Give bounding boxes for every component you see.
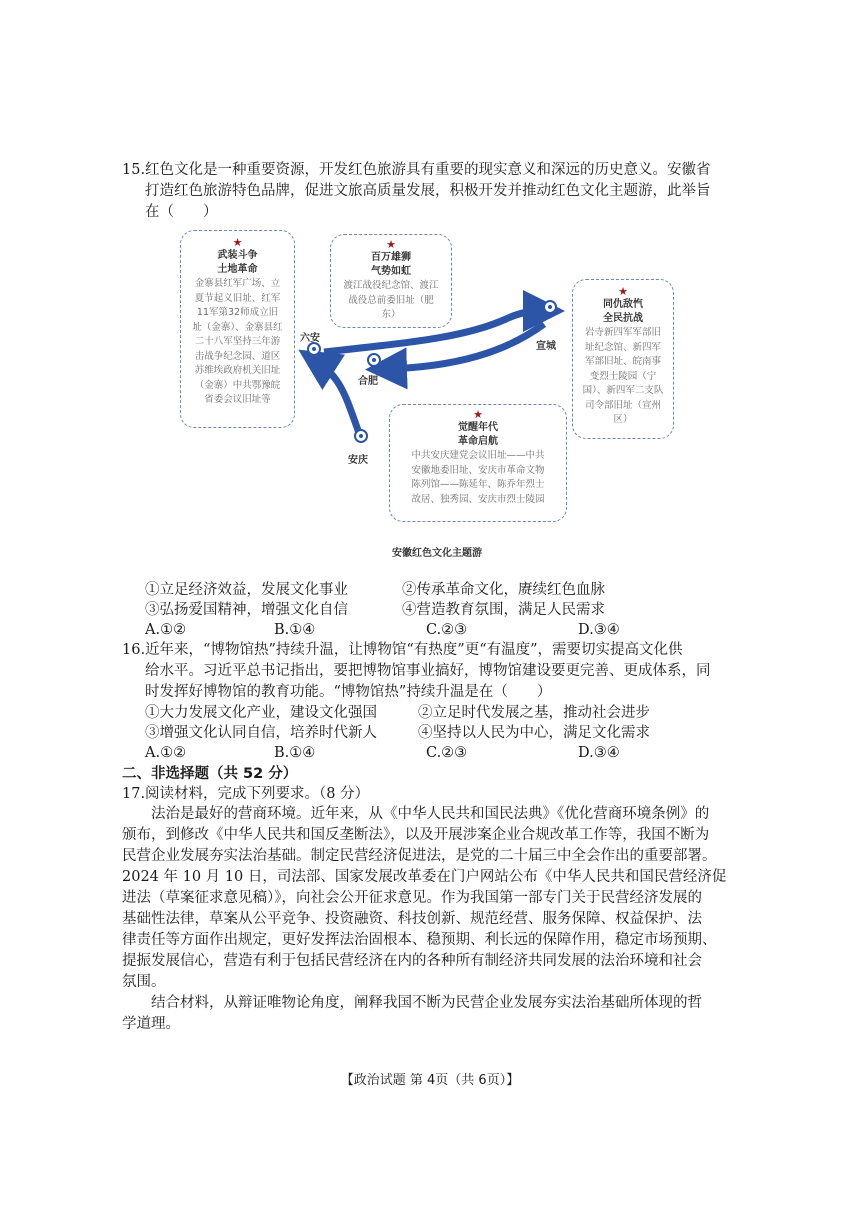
box-text: 陈列馆——陈延年、陈乔年烈士 [411,479,545,490]
q16-choice-a[interactable]: A.①② [145,745,187,761]
box-text: 岩寺新四军军部旧 [584,327,661,338]
box-text: 二十八军坚持三年游 [194,336,281,347]
box-land-revolution [180,230,295,428]
q16-line-2: 给水平。习近平总书记指出，要把博物馆事业搞好，博物馆建设要更完善、更成体系，同 [145,663,711,679]
box-title: 土地革命 [217,264,258,275]
box-text: 军部旧址、皖南事 [584,356,661,367]
section-heading: 二、非选择题（共 52 分） [122,766,298,782]
anhui-red-tour-map [176,227,684,567]
box-awakening-era [389,404,567,522]
arrow-anqing-luan [316,361,359,433]
box-text: 战役总前委旧址（肥 [348,294,434,306]
box-anti-japanese [572,279,674,439]
box-text: 址（金寨）、金寨县红 [192,321,283,333]
box-text: 夏节起义旧址、红军 [194,292,281,304]
q17-intro: 17.阅读材料，完成下列要求。（8 分） [122,786,370,802]
page-footer: 【政治试题 第 4页（共 6页）】 [340,1073,520,1088]
q15-choice-d[interactable]: D.③④ [578,622,620,638]
q15-line-3: 在（ ） [145,204,218,220]
city-xuancheng: 宣城 [536,341,556,352]
q16-statement-1: ①大力发展文化产业，建设文化强国 [145,705,377,721]
q15-line-2: 打造红色旅游特色品牌，促进文旅高质量发展，积极开发并推动红色文化主题游，此举旨 [145,183,711,199]
box-crossing-river [330,234,452,328]
q17-material-line: 法治是最好的营商环境。近年来，从《中华人民共和国民法典》《优化营商环境条例》的 [122,806,710,822]
box-text: （金寨）中共鄂豫皖 [194,379,281,391]
box-text: 中共安庆建党会议旧址——中共 [411,450,545,461]
q17-task-line: 结合材料，从辩证唯物论角度，阐释我国不断为民营企业发展夯实法治基础所体现的哲 [122,995,702,1011]
city-hefei: 合肥 [358,376,378,387]
box-text: 金寨县红军广场、立 [194,278,281,289]
box-text: 安徽地委旧址、安庆市革命文物 [411,464,545,476]
box-text: 击战争纪念园、道区 [194,350,281,362]
box-title: 觉醒年代 [458,422,498,433]
q15-choice-c[interactable]: C.②③ [426,622,468,638]
pin-luan-icon [308,343,320,355]
q15-statement-4: ④营造教育氛围，满足人民需求 [402,602,605,618]
q17-material-line: 民营企业发展夯实法治基础。制定民营经济促进法，是党的二十届三中全会作出的重要部署。 [122,848,717,864]
q15-choice-b[interactable]: B.①④ [274,622,316,638]
q16-statement-4: ④坚持以人民为中心，满足文化需求 [418,725,650,741]
red-star-icon: ★ [232,236,243,249]
q15-line-1: 15.红色文化是一种重要资源，开发红色旅游具有重要的现实意义和深远的历史意义。安徽省 [122,162,711,178]
q16-choice-d[interactable]: D.③④ [578,745,620,761]
q16-line-3: 时发挥好博物馆的教育功能。“博物馆热”持续升温是在（ ） [145,684,552,700]
red-star-icon: ★ [473,408,483,421]
q17-task-line: 学道理。 [122,1016,180,1032]
q17-material-line: 提振发展信心，营造有利于包括民营经济在内的各种所有制经济共同发展的法治环境和社会 [122,953,702,969]
box-title: 武装斗争 [217,250,258,261]
q16-statement-2: ②立足时代发展之基，推动社会进步 [418,705,650,721]
pin-xuancheng-icon [544,301,556,313]
box-text: 区） [613,414,633,425]
q15-statement-1: ①立足经济效益，发展文化事业 [145,582,348,598]
q16-choice-b[interactable]: B.①④ [274,745,316,761]
box-text: 11军第32师成立旧 [196,307,279,318]
pin-anqing-icon [355,430,367,442]
q16-choice-c[interactable]: C.②③ [426,745,468,761]
box-text: 省委会议旧址等 [204,394,271,405]
q15-choice-a[interactable]: A.①② [145,622,187,638]
box-title: 全民抗战 [603,313,643,324]
box-title: 气势如虹 [371,266,411,277]
q15-statement-3: ③弘扬爱国精神，增强文化自信 [145,602,348,618]
red-star-icon: ★ [386,238,396,251]
q15-statement-2: ②传承革命文化，赓续红色血脉 [402,582,605,598]
box-text: 司令部旧址（宣州 [584,399,661,411]
box-title: 百万雄狮 [371,252,411,263]
q16-line-1: 16.近年来，“博物馆热”持续升温，让博物馆“有热度”更“有温度”，需要切实提高文化供 [122,642,683,658]
box-text: 国）、新四军二支队 [582,385,664,396]
q16-statement-3: ③增强文化认同自信，培养时代新人 [145,725,377,741]
q17-material-line: 2024 年 10 月 10 日，司法部、国家发展改革委在门户网站公布《中华人民共和国民营经济促 [122,869,727,885]
q17-material-line: 颁布，到修改《中华人民共和国反垄断法》，以及开展涉案企业合规改革工作等，我国不断为 [122,827,710,843]
box-text: 故居、独秀园、安庆市烈士陵园 [411,493,545,505]
q17-material-line: 基础性法律，草案从公平竞争、投资融资、科技创新、规范经营、服务保障、权益保护、法 [122,911,702,927]
box-title: 同仇敌忾 [603,299,643,310]
q17-material-line: 律责任等方面作出规定，更好发挥法治固根本、稳预期、利长远的保障作用，稳定市场预期、 [122,932,717,948]
pin-hefei-icon [368,354,380,366]
q17-material-line: 氛围。 [122,974,166,990]
city-anqing: 安庆 [348,455,368,466]
box-title: 革命启航 [458,436,498,447]
box-text: 址纪念馆、新四军 [584,341,661,353]
q17-material-line: 进法（草案征求意见稿）》，向社会公开征求意见。作为我国第一部专门关于民营经济发展的 [122,890,702,906]
box-text: 东） [381,309,401,320]
box-text: 渡江战役纪念馆、渡江 [343,280,439,291]
box-text: 苏维埃政府机关旧址 [194,365,281,376]
map-caption: 安徽红色文化主题游 [392,548,482,559]
red-star-icon: ★ [618,285,628,298]
city-luan: 六安 [300,333,320,344]
box-text: 变烈士陵园（宁 [589,370,657,382]
